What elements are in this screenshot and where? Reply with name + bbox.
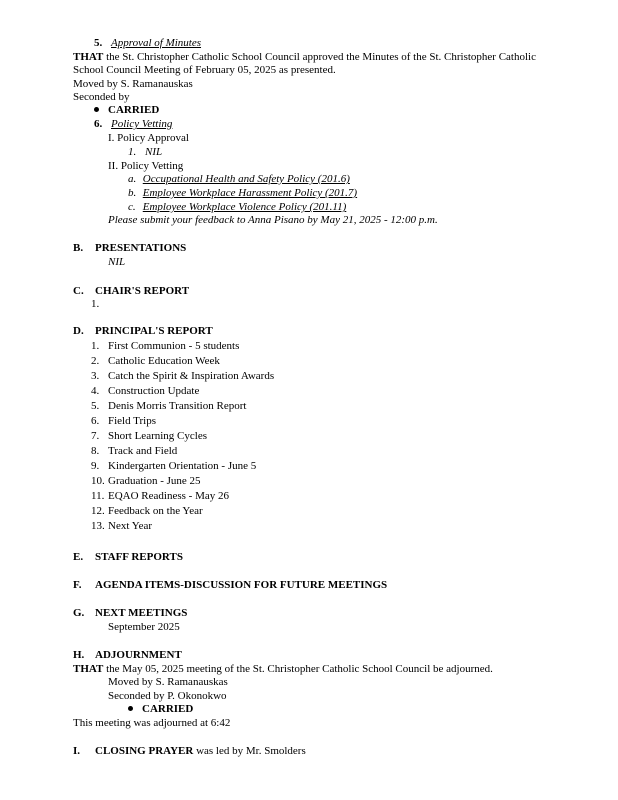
principal-item: 12. Feedback on the Year <box>91 505 203 517</box>
principal-item: 5. Denis Morris Transition Report <box>91 400 247 412</box>
presentations-heading: B. PRESENTATIONS <box>73 242 187 254</box>
principal-item: 7. Short Learning Cycles <box>91 430 207 442</box>
principal-item: 2. Catholic Education Week <box>91 355 220 367</box>
principal-heading: D. PRINCIPAL'S REPORT <box>73 325 213 337</box>
adjournment-moved: Moved by S. Ramanauskas <box>108 676 228 688</box>
agenda-heading: F. AGENDA ITEMS-DISCUSSION FOR FUTURE MEETINGS <box>73 579 388 591</box>
principal-item: 9. Kindergarten Orientation - June 5 <box>91 460 257 472</box>
principal-item: 1. First Communion - 5 students <box>91 340 240 352</box>
approval-heading: 5. Approval of Minutes <box>94 37 202 49</box>
adjournment-closing: This meeting was adjourned at 6:42 <box>73 717 231 729</box>
presentations-body: NIL <box>108 256 126 268</box>
policy-heading: 6. Policy Vetting <box>94 118 173 130</box>
policy-title: Policy Vetting <box>111 118 173 130</box>
policy-item-c: c. Employee Workplace Violence Policy (201.11) <box>128 201 347 213</box>
policy-vetting-heading: II. Policy Vetting <box>108 160 184 172</box>
chair-heading: C. CHAIR'S REPORT <box>73 285 190 297</box>
policy-feedback: Please submit your feedback to Anna Pisano by May 21, 2025 - 12:00 p.m. <box>108 214 438 226</box>
principal-item: 8. Track and Field <box>91 445 178 457</box>
staff-heading: E. STAFF REPORTS <box>73 551 183 563</box>
approval-motion-line2: School Council Meeting of February 05, 2025 as presented. <box>73 64 336 76</box>
next-meetings-heading: G. NEXT MEETINGS <box>73 607 188 619</box>
adjournment-heading: H. ADJOURNMENT <box>73 649 182 661</box>
policy-approval-item: 1. NIL <box>128 146 163 158</box>
policy-item-a: a. Occupational Health and Safety Policy (201.6) <box>128 173 350 185</box>
adjournment-motion: THAT the May 05, 2025 meeting of the St. Christopher Catholic School Council be adjourned. <box>73 663 493 675</box>
principal-item: 11. EQAO Readiness - May 26 <box>91 490 229 502</box>
chair-item: 1. <box>91 298 100 310</box>
principal-item: 4. Construction Update <box>91 385 200 397</box>
approval-motion-line1: THAT the St. Christopher Catholic School Council approved the Minutes of the St. Christopher Catholic <box>73 51 536 63</box>
principal-item: 10. Graduation - June 25 <box>91 475 201 487</box>
approval-title: Approval of Minutes <box>111 37 202 49</box>
closing-prayer: I. CLOSING PRAYER was led by Mr. Smolders <box>73 745 306 757</box>
adjournment-carried: CARRIED <box>128 703 193 716</box>
approval-seconded: Seconded by <box>73 91 130 103</box>
policy-approval-heading: I. Policy Approval <box>108 132 189 144</box>
policy-item-b: b. Employee Workplace Harassment Policy (201.7) <box>128 187 358 199</box>
bullet-icon <box>94 107 99 112</box>
approval-carried: CARRIED <box>94 104 159 117</box>
principal-item: 13. Next Year <box>91 520 152 532</box>
principal-item: 6. Field Trips <box>91 415 156 427</box>
approval-moved: Moved by S. Ramanauskas <box>73 78 193 90</box>
next-meetings-body: September 2025 <box>108 621 180 633</box>
bullet-icon <box>128 706 133 711</box>
principal-item: 3. Catch the Spirit & Inspiration Awards <box>91 370 275 382</box>
adjournment-seconded: Seconded by P. Okonokwo <box>108 690 227 702</box>
